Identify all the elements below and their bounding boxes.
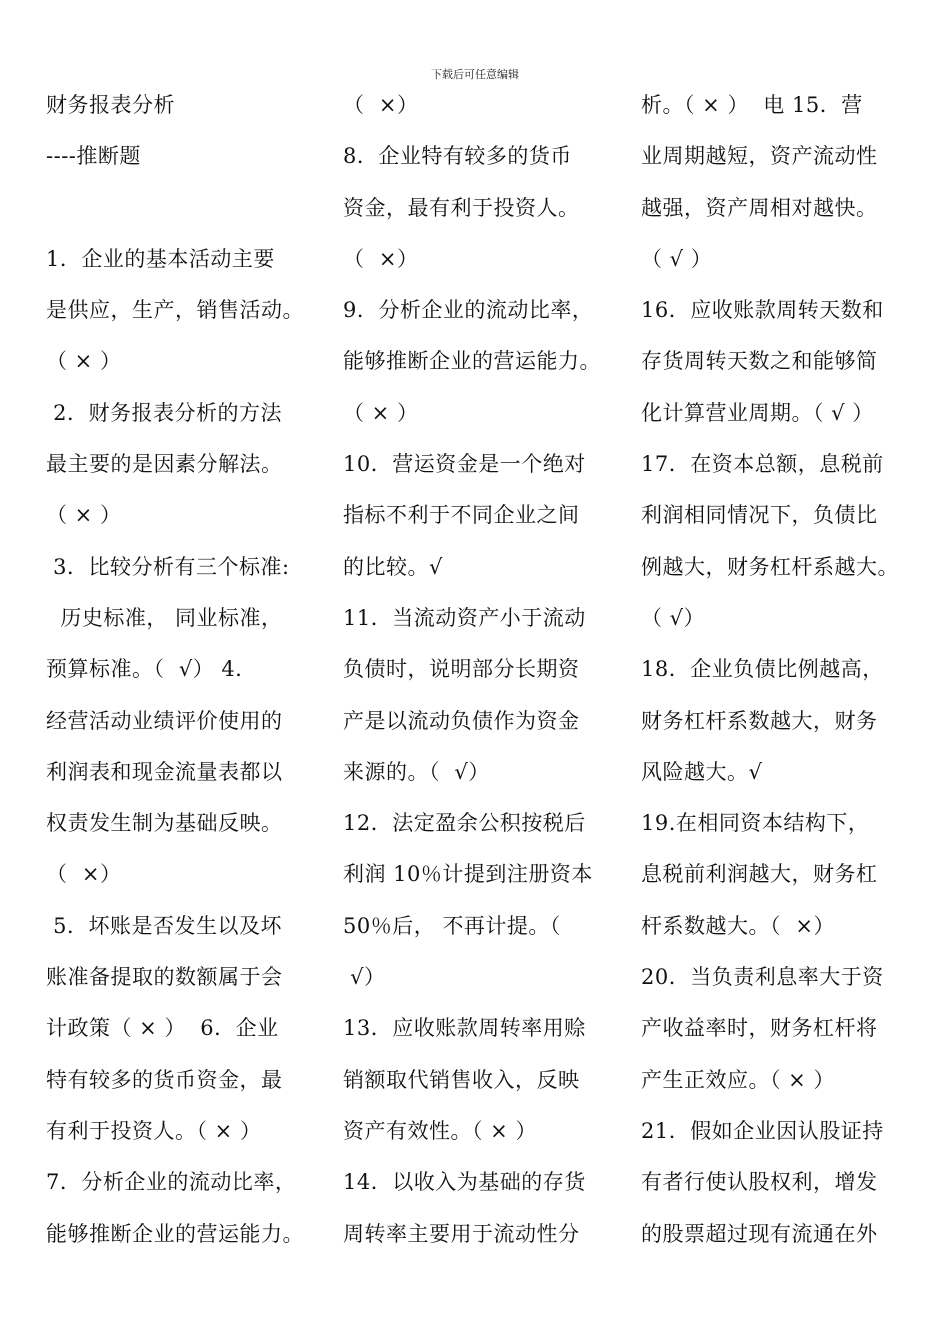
text-line: 能够推断企业的营运能力。 xyxy=(46,1221,304,1246)
text-line: 能够推断企业的营运能力。 xyxy=(343,349,601,374)
text-line: 经营活动业绩评价使用的 xyxy=(46,708,283,733)
text-line: 11．当流动资产小于流动 xyxy=(343,605,586,630)
text-line: 资金，最有利于投资人。 xyxy=(343,195,580,220)
text-line: 指标不利于不同企业之间 xyxy=(343,503,580,528)
text-line: 账准备提取的数额属于会 xyxy=(46,965,283,990)
text-line: 1．企业的基本活动主要 xyxy=(46,246,275,271)
text-line: 特有较多的货币资金，最 xyxy=(46,1067,283,1092)
text-line: 3．比较分析有三个标准: xyxy=(46,554,290,579)
text-line xyxy=(46,183,336,234)
text-line: 财务杠杆系数越大，财务 xyxy=(641,708,878,733)
text-line: 利润 10％计提到注册资本 xyxy=(343,862,593,887)
text-line: （ ×） xyxy=(46,862,122,887)
text-line: 有者行使认股权利，增发 xyxy=(641,1170,878,1195)
text-line: 14．以收入为基础的存货 xyxy=(343,1170,586,1195)
text-line: （ √ ） xyxy=(641,246,713,271)
text-line: 权责发生制为基础反映。 xyxy=(46,811,283,836)
text-line: 风险越大。√ xyxy=(641,759,763,784)
text-line: 7．分析企业的流动比率， xyxy=(46,1170,297,1195)
text-line: 最主要的是因素分解法。 xyxy=(46,452,283,477)
text-line: 是供应，生产，销售活动。 xyxy=(46,298,304,323)
text-line: ----推断题 xyxy=(46,144,141,169)
text-line: 析。（ × ） 电 15．营 xyxy=(641,93,863,117)
page-header-note: 下载后可任意编辑 xyxy=(431,68,519,81)
text-line: 负债时，说明部分长期资 xyxy=(343,657,580,682)
text-line: 有利于投资人。（ × ） xyxy=(46,1118,262,1143)
text-line: 存货周转天数之和能够简 xyxy=(641,349,878,374)
text-line: 13．应收账款周转率用赊 xyxy=(343,1016,586,1041)
text-line: 利润表和现金流量表都以 xyxy=(46,759,283,784)
text-line: （ × ） xyxy=(343,400,419,425)
text-line: 19.在相同资本结构下， xyxy=(641,811,870,836)
text-line: （ × ） xyxy=(46,503,122,528)
text-line: （ ×） xyxy=(343,246,419,271)
text-line: 业周期越短，资产流动性 xyxy=(641,144,878,169)
text-line: 的比较。√ xyxy=(343,554,443,579)
text-line: 9．分析企业的流动比率， xyxy=(343,298,594,323)
text-column-3 xyxy=(641,80,941,1260)
text-line: 财务报表分析 xyxy=(46,93,175,117)
text-line: 2．财务报表分析的方法 xyxy=(46,400,283,425)
text-line: 20．当负责利息率大于资 xyxy=(641,965,884,990)
text-line: 杆系数越大。（ ×） xyxy=(641,913,835,938)
text-line: 化计算营业周期。（ √ ） xyxy=(641,400,874,425)
text-line: 计政策（ × ） 6．企业 xyxy=(46,1016,279,1041)
text-column-1 xyxy=(46,80,336,1260)
text-column-2 xyxy=(343,80,633,1260)
text-line: 预算标准。（ √） 4． xyxy=(46,657,257,682)
text-line: （ ×） xyxy=(343,93,419,117)
text-line: 产是以流动负债作为资金 xyxy=(343,708,580,733)
text-line: 5．坏账是否发生以及坏 xyxy=(46,913,283,938)
text-line: 周转率主要用于流动性分 xyxy=(343,1221,580,1246)
text-line: 销额取代销售收入，反映 xyxy=(343,1067,580,1092)
text-line: 17．在资本总额，息税前 xyxy=(641,452,884,477)
text-line: （ × ） xyxy=(46,349,122,374)
text-line: 例越大，财务杠杆系越大。 xyxy=(641,554,899,579)
text-line: 产生正效应。（ × ） xyxy=(641,1067,835,1092)
text-line: 8．企业特有较多的货币 xyxy=(343,144,572,169)
text-line: 18．企业负债比例越高， xyxy=(641,657,884,682)
text-line: （ √） xyxy=(641,605,706,630)
text-line: 10．营运资金是一个绝对 xyxy=(343,452,586,477)
text-line: 12．法定盈余公积按税后 xyxy=(343,811,586,836)
text-line: 的股票超过现有流通在外 xyxy=(641,1221,878,1246)
text-line: 资产有效性。（ × ） xyxy=(343,1118,537,1143)
text-line: √） xyxy=(343,965,386,990)
text-line: 产收益率时，财务杠杆将 xyxy=(641,1016,878,1041)
text-line: 息税前利润越大，财务杠 xyxy=(641,862,878,887)
text-line: 利润相同情况下，负债比 xyxy=(641,503,878,528)
text-line: 越强，资产周相对越快。 xyxy=(641,195,878,220)
text-line: 50％后， 不再计提。（ xyxy=(343,913,561,938)
text-line: 历史标准， 同业标准， xyxy=(46,605,283,630)
text-line: 21．假如企业因认股证持 xyxy=(641,1118,884,1143)
text-line: 16．应收账款周转天数和 xyxy=(641,298,884,323)
text-line: 来源的。（ √） xyxy=(343,759,490,784)
